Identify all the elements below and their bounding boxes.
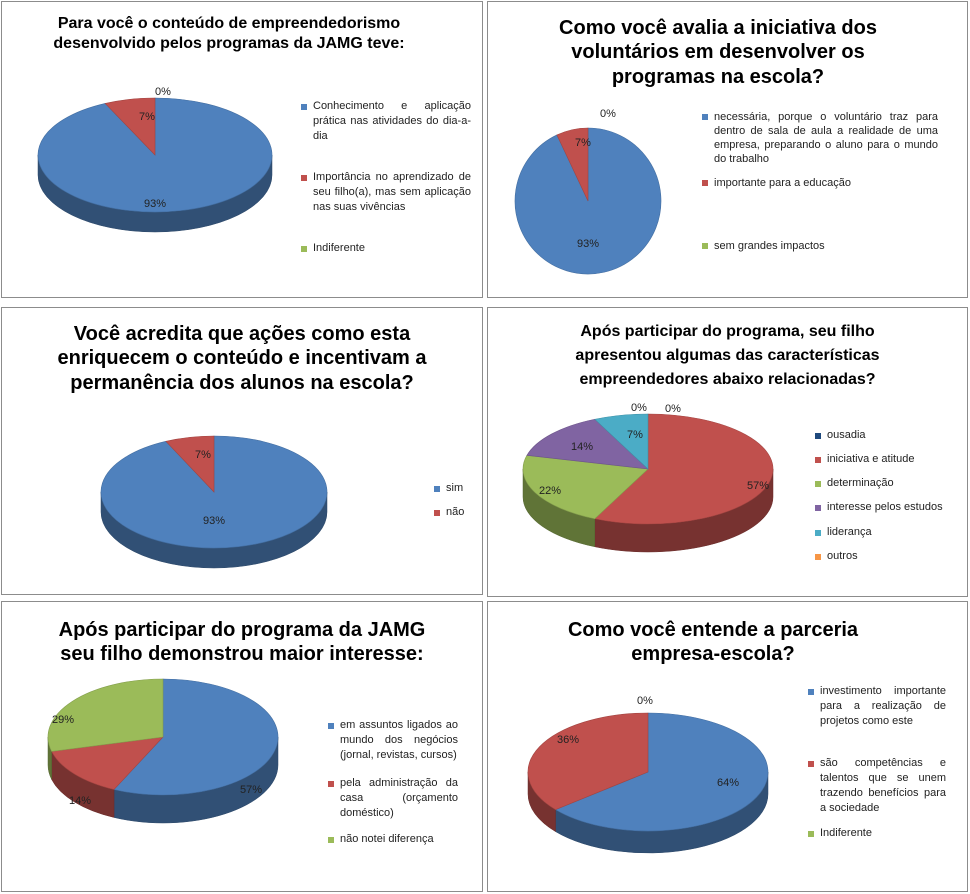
pie-data-label: 93% xyxy=(576,238,600,250)
legend-swatch xyxy=(702,243,708,249)
chart-panel-3 xyxy=(1,307,483,595)
legend-item xyxy=(815,500,965,515)
pie-data-label: 64% xyxy=(716,777,740,789)
legend-item xyxy=(815,549,965,564)
legend-item xyxy=(815,525,965,540)
pie-data-label: 7% xyxy=(575,137,591,149)
pie-data-label: 36% xyxy=(556,734,580,746)
chart-panel-6 xyxy=(487,601,968,892)
legend-item xyxy=(434,481,480,496)
chart-panel-2 xyxy=(487,1,968,298)
legend-item xyxy=(301,170,471,215)
pie-data-label: 0% xyxy=(600,108,616,120)
legend-label: determinação xyxy=(827,477,894,489)
legend-swatch xyxy=(301,104,307,110)
legend-item xyxy=(434,505,480,520)
pie-data-label: 29% xyxy=(51,714,75,726)
legend-item xyxy=(815,452,965,467)
legend-swatch xyxy=(815,481,821,487)
legend-item xyxy=(815,476,965,491)
pie-data-label: 0% xyxy=(665,403,681,415)
legend-swatch xyxy=(815,433,821,439)
legend-label: não xyxy=(446,506,465,518)
pie-chart xyxy=(2,308,483,595)
pie-data-label: 7% xyxy=(627,429,643,441)
pie-data-label: 7% xyxy=(195,449,211,461)
pie-data-label: 57% xyxy=(239,784,263,796)
pie-chart xyxy=(488,602,968,892)
legend-item xyxy=(301,241,471,256)
legend-item xyxy=(815,428,965,443)
legend-label: não notei diferença xyxy=(340,833,434,845)
legend-swatch xyxy=(434,510,440,516)
pie-data-label: 0% xyxy=(155,86,171,98)
legend-label: necessária, porque o voluntário traz para dentro de sala de aula a realidade de uma empresa, preparando o aluno para o mundo do trabalho xyxy=(714,111,938,165)
legend-item xyxy=(808,756,946,816)
legend-swatch xyxy=(808,831,814,837)
legend-item xyxy=(328,776,458,821)
chart-title: Como você entende a parceria empresa-escola? xyxy=(567,619,859,666)
legend-swatch xyxy=(301,175,307,181)
legend-item xyxy=(328,832,458,847)
chart-panel-4 xyxy=(487,307,968,597)
legend-label: Importância no aprendizado de seu filho(a), mas sem aplicação nas suas vivências xyxy=(313,171,471,213)
legend-label: liderança xyxy=(827,526,872,538)
legend-swatch xyxy=(808,689,814,695)
pie-data-label: 14% xyxy=(68,795,92,807)
chart-title: Você acredita que ações como esta enriquecem o conteúdo e incentivam a permanência dos alunos na escola? xyxy=(57,323,427,394)
legend-label: iniciativa e atitude xyxy=(827,453,915,465)
legend-label: são competências e talentos que se unem trazendo benefícios para a sociedade xyxy=(820,757,946,814)
legend-swatch xyxy=(815,505,821,511)
legend-label: Indiferente xyxy=(820,827,872,839)
legend-swatch xyxy=(328,723,334,729)
chart-title: Como você avalia a iniciativa dos voluntários em desenvolver os programas na escola? xyxy=(559,17,877,88)
pie-data-label: 0% xyxy=(631,402,647,414)
legend-label: importante para a educação xyxy=(714,177,851,189)
chart-title: Para você o conteúdo de empreendedorismo desenvolvido pelos programas da JAMG teve: xyxy=(53,15,405,52)
legend-item xyxy=(301,99,471,144)
legend-item xyxy=(808,826,946,841)
legend-label: interesse pelos estudos xyxy=(827,501,943,513)
legend-item xyxy=(702,176,938,190)
legend-item xyxy=(702,110,938,166)
legend-swatch xyxy=(815,457,821,463)
legend-item xyxy=(328,718,458,763)
legend-item xyxy=(808,684,946,729)
pie-data-label: 93% xyxy=(202,515,226,527)
legend-swatch xyxy=(815,530,821,536)
legend-swatch xyxy=(301,246,307,252)
legend-swatch xyxy=(808,761,814,767)
pie-data-label: 14% xyxy=(570,441,594,453)
legend-label: ousadia xyxy=(827,429,866,441)
pie-data-label: 7% xyxy=(139,111,155,123)
legend-label: pela administração da casa (orçamento doméstico) xyxy=(340,777,458,819)
legend-label: sem grandes impactos xyxy=(714,240,825,252)
chart-title: Após participar do programa, seu filho apresentou algumas das características empreendedores abaixo relacionadas? xyxy=(575,323,880,388)
chart-panel-5 xyxy=(1,601,483,892)
pie-data-label: 0% xyxy=(637,695,653,707)
legend-swatch xyxy=(702,180,708,186)
legend-swatch xyxy=(328,781,334,787)
pie-data-label: 57% xyxy=(746,480,770,492)
legend-swatch xyxy=(815,554,821,560)
legend-label: em assuntos ligados ao mundo dos negócios (jornal, revistas, cursos) xyxy=(340,719,458,761)
legend-label: investimento importante para a realização de projetos como este xyxy=(820,685,946,727)
legend-swatch xyxy=(328,837,334,843)
legend-label: Conhecimento e aplicação prática nas atividades do dia-a-dia xyxy=(313,100,471,142)
legend-item xyxy=(702,239,938,253)
legend-swatch xyxy=(702,114,708,120)
pie-data-label: 93% xyxy=(143,198,167,210)
legend-label: Indiferente xyxy=(313,242,365,254)
legend-swatch xyxy=(434,486,440,492)
pie-data-label: 22% xyxy=(538,485,562,497)
chart-panel-1 xyxy=(1,1,483,298)
legend-label: sim xyxy=(446,482,464,494)
legend-label: outros xyxy=(827,550,858,562)
chart-title: Após participar do programa da JAMG seu filho demonstrou maior interesse: xyxy=(58,619,426,666)
